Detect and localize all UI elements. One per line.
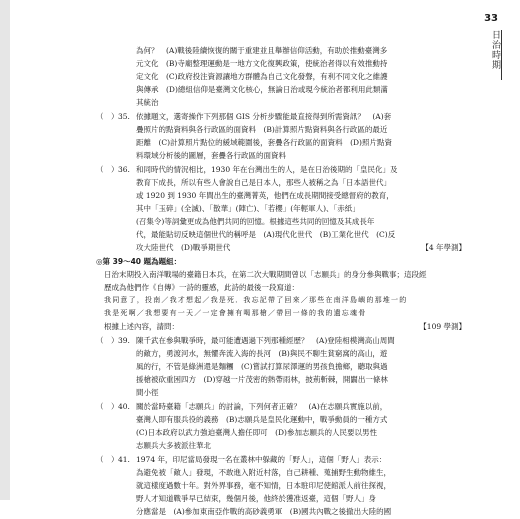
question-text-line: 野人才知道戰爭早已結束，幾個月後，他終於獲准返臺，這個「野人」身 bbox=[136, 494, 376, 503]
group-lead-text: 根據上述內容，請問： bbox=[104, 322, 179, 331]
question-text-line: 其中「玉碎」(全滅)、「散華」(陣亡)、「若櫻」(年輕軍人)、「赤紙」 bbox=[136, 204, 360, 213]
question-text-line: 分應當是 (A)參加東南亞作戰的高砂義勇軍 (B)國共內戰之後撤出大陸的國 bbox=[136, 507, 392, 516]
question-number: 39. bbox=[118, 336, 130, 345]
text-line: 定文化 (C)政府投注資源讓地方群體為自己文化發聲，有利不同文化之維護 bbox=[136, 72, 388, 81]
quoted-poem-line: 我同意了，投南／我才想起／我是死．我忘記帶了回來／那些在南洋島嶼的那堆一的 bbox=[104, 296, 408, 304]
question-text-line: 間小徑 bbox=[136, 388, 159, 397]
previous-question-continuation bbox=[96, 44, 466, 109]
chapter-side-title: 日治時期 bbox=[490, 30, 500, 70]
question-text-line: 料環域分析後的圖層，套疊各行政區的面資料 bbox=[136, 151, 286, 160]
question-number: 35. bbox=[118, 112, 130, 121]
question-text-line: 臺灣人即有服兵役的義務 (B)志願兵是皇民化運動中，戰爭動員的一種方式 bbox=[136, 415, 388, 424]
question-text-line: 和同時代的情況相比，1930 年在台灣出生的人，是在日治後期的「皇民化」及 bbox=[136, 165, 398, 174]
question-text-line: 依據題文，選寄操作下列那個 GIS 分析步驟能最直接得到所需資訊？ (A)套 bbox=[136, 112, 392, 121]
question-text-line: 為避免被「敵人」發現，不敢進入附近村落，自己耕種、蒐捕野生動物維生， bbox=[136, 468, 391, 477]
question-text-line: 1974 年，印尼當局發現一名在叢林中躲藏的「野人」，這個「野人」表示： bbox=[136, 455, 387, 464]
question-text-line: (召集令)等詞彙更成為他們共同的回憶。根據這些共同的回憶及其成長年 bbox=[136, 217, 375, 226]
question-text-line: 志願兵大多被派往華北 bbox=[136, 441, 211, 450]
question-number: 40. bbox=[118, 402, 130, 411]
question-40 bbox=[96, 400, 466, 452]
answer-blank: （ ） bbox=[96, 112, 119, 121]
question-text-line: 攻大陸世代 (D)戰爭期世代 bbox=[136, 243, 231, 252]
group-intro-line: 歷成為他們作《自傳》一詩的靈感，此詩的最後一段寫道： bbox=[104, 283, 299, 292]
side-rule bbox=[501, 30, 502, 80]
text-line: 為何？ (A)戰後陸續恢復的關于重建並且舉辦信仰活動，有助於推動臺灣多 bbox=[136, 46, 388, 55]
question-39 bbox=[96, 334, 466, 399]
question-group-39-40 bbox=[96, 255, 466, 333]
question-text-line: 援槍被砍重困四方 (D)穿越一片茂密的熱帶雨林，披荊斬棘，開闢出一條林 bbox=[136, 375, 388, 384]
exam-source-label: 【109 學測】 bbox=[419, 322, 466, 331]
question-text-line: 就這樣度過數十年。對外界事務，毫不知情，日本駐印尼使館派人前往探視， bbox=[136, 481, 391, 490]
question-number: 36. bbox=[118, 165, 130, 174]
group-intro-line: 日治末期投入南洋戰場的臺籍日本兵，在第二次大戰期間曾以「志願兵」的身分參與戰事；這段經 bbox=[104, 270, 427, 279]
question-text-line: 代，最能貼切反映這個世代的稱呼是 (A)現代化世代 (B)工業化世代 (C)反 bbox=[136, 230, 396, 239]
question-41 bbox=[96, 453, 466, 518]
question-36 bbox=[96, 163, 466, 254]
question-text-line: 的敵方，勇渡河水，無懼奔流入海的長河 (B)與民不聊生貧窮窩的高山，遊 bbox=[136, 349, 388, 358]
question-number: 41. bbox=[118, 455, 130, 464]
page-number: 33 bbox=[484, 13, 498, 24]
answer-blank: （ ） bbox=[96, 336, 119, 345]
quoted-poem-line: 我是死啊／我想要有一天／一定會擁有喝那槍／帶回一條的我的遺忘魂骨 bbox=[104, 309, 367, 317]
question-text-line: 或 1920 到 1930 年間出生的臺灣菁英，他們在成長期間接受總督府的教育， bbox=[136, 191, 394, 200]
answer-blank: （ ） bbox=[96, 402, 119, 411]
text-line: 與傳承 (D)總組信仰是臺灣文化核心，無論日治或現今統治者都利用此類滿 bbox=[136, 85, 388, 94]
main-content bbox=[96, 44, 466, 519]
question-text-line: 關於當時臺籍「志願兵」的討論，下列何者正確？ (A)在志願兵實施以前， bbox=[136, 402, 388, 411]
question-text-line: 教育下成長，所以有些人會說自己是日本人，那些人被稱之為「日本語世代」 bbox=[136, 178, 391, 187]
question-text-line: 疊照片的點資料與各行政區的面資料 (B)計算照片點資料與各行政區的最近 bbox=[136, 125, 388, 134]
text-line: 其統治 bbox=[136, 98, 159, 107]
page-edge-shadow bbox=[0, 0, 10, 500]
question-35 bbox=[96, 110, 466, 162]
exam-source-label: 【4 年學測】 bbox=[421, 243, 466, 252]
answer-blank: （ ） bbox=[96, 455, 119, 464]
question-text-line: 距離 (C)計算照片點位的緩域範圍後，套疊各行政區的面資料 (D)照片點資 bbox=[136, 138, 392, 147]
text-line: 元文化 (B)寺廟整理運動是一地方文化復興政策，使統治者得以有效推動持 bbox=[136, 59, 388, 68]
answer-blank: （ ） bbox=[96, 165, 119, 174]
group-header: ◎第 39～40 題為題組： bbox=[96, 257, 182, 266]
question-text-line: 風的行，不管是綠洲還是麵糰 (C)嘗試打算尿澤運的男孩負擔鄉，聽取與過 bbox=[136, 362, 388, 371]
question-text-line: (C)日本政府以武力強迫臺灣人擔任即可 (D)參加志願兵的人民要以男性 bbox=[136, 428, 377, 437]
question-text-line: 陳千武在參與戰爭時，最可能遭遇過下列那種經歷？ (A)登陸相模灣高山周間 bbox=[136, 336, 395, 345]
